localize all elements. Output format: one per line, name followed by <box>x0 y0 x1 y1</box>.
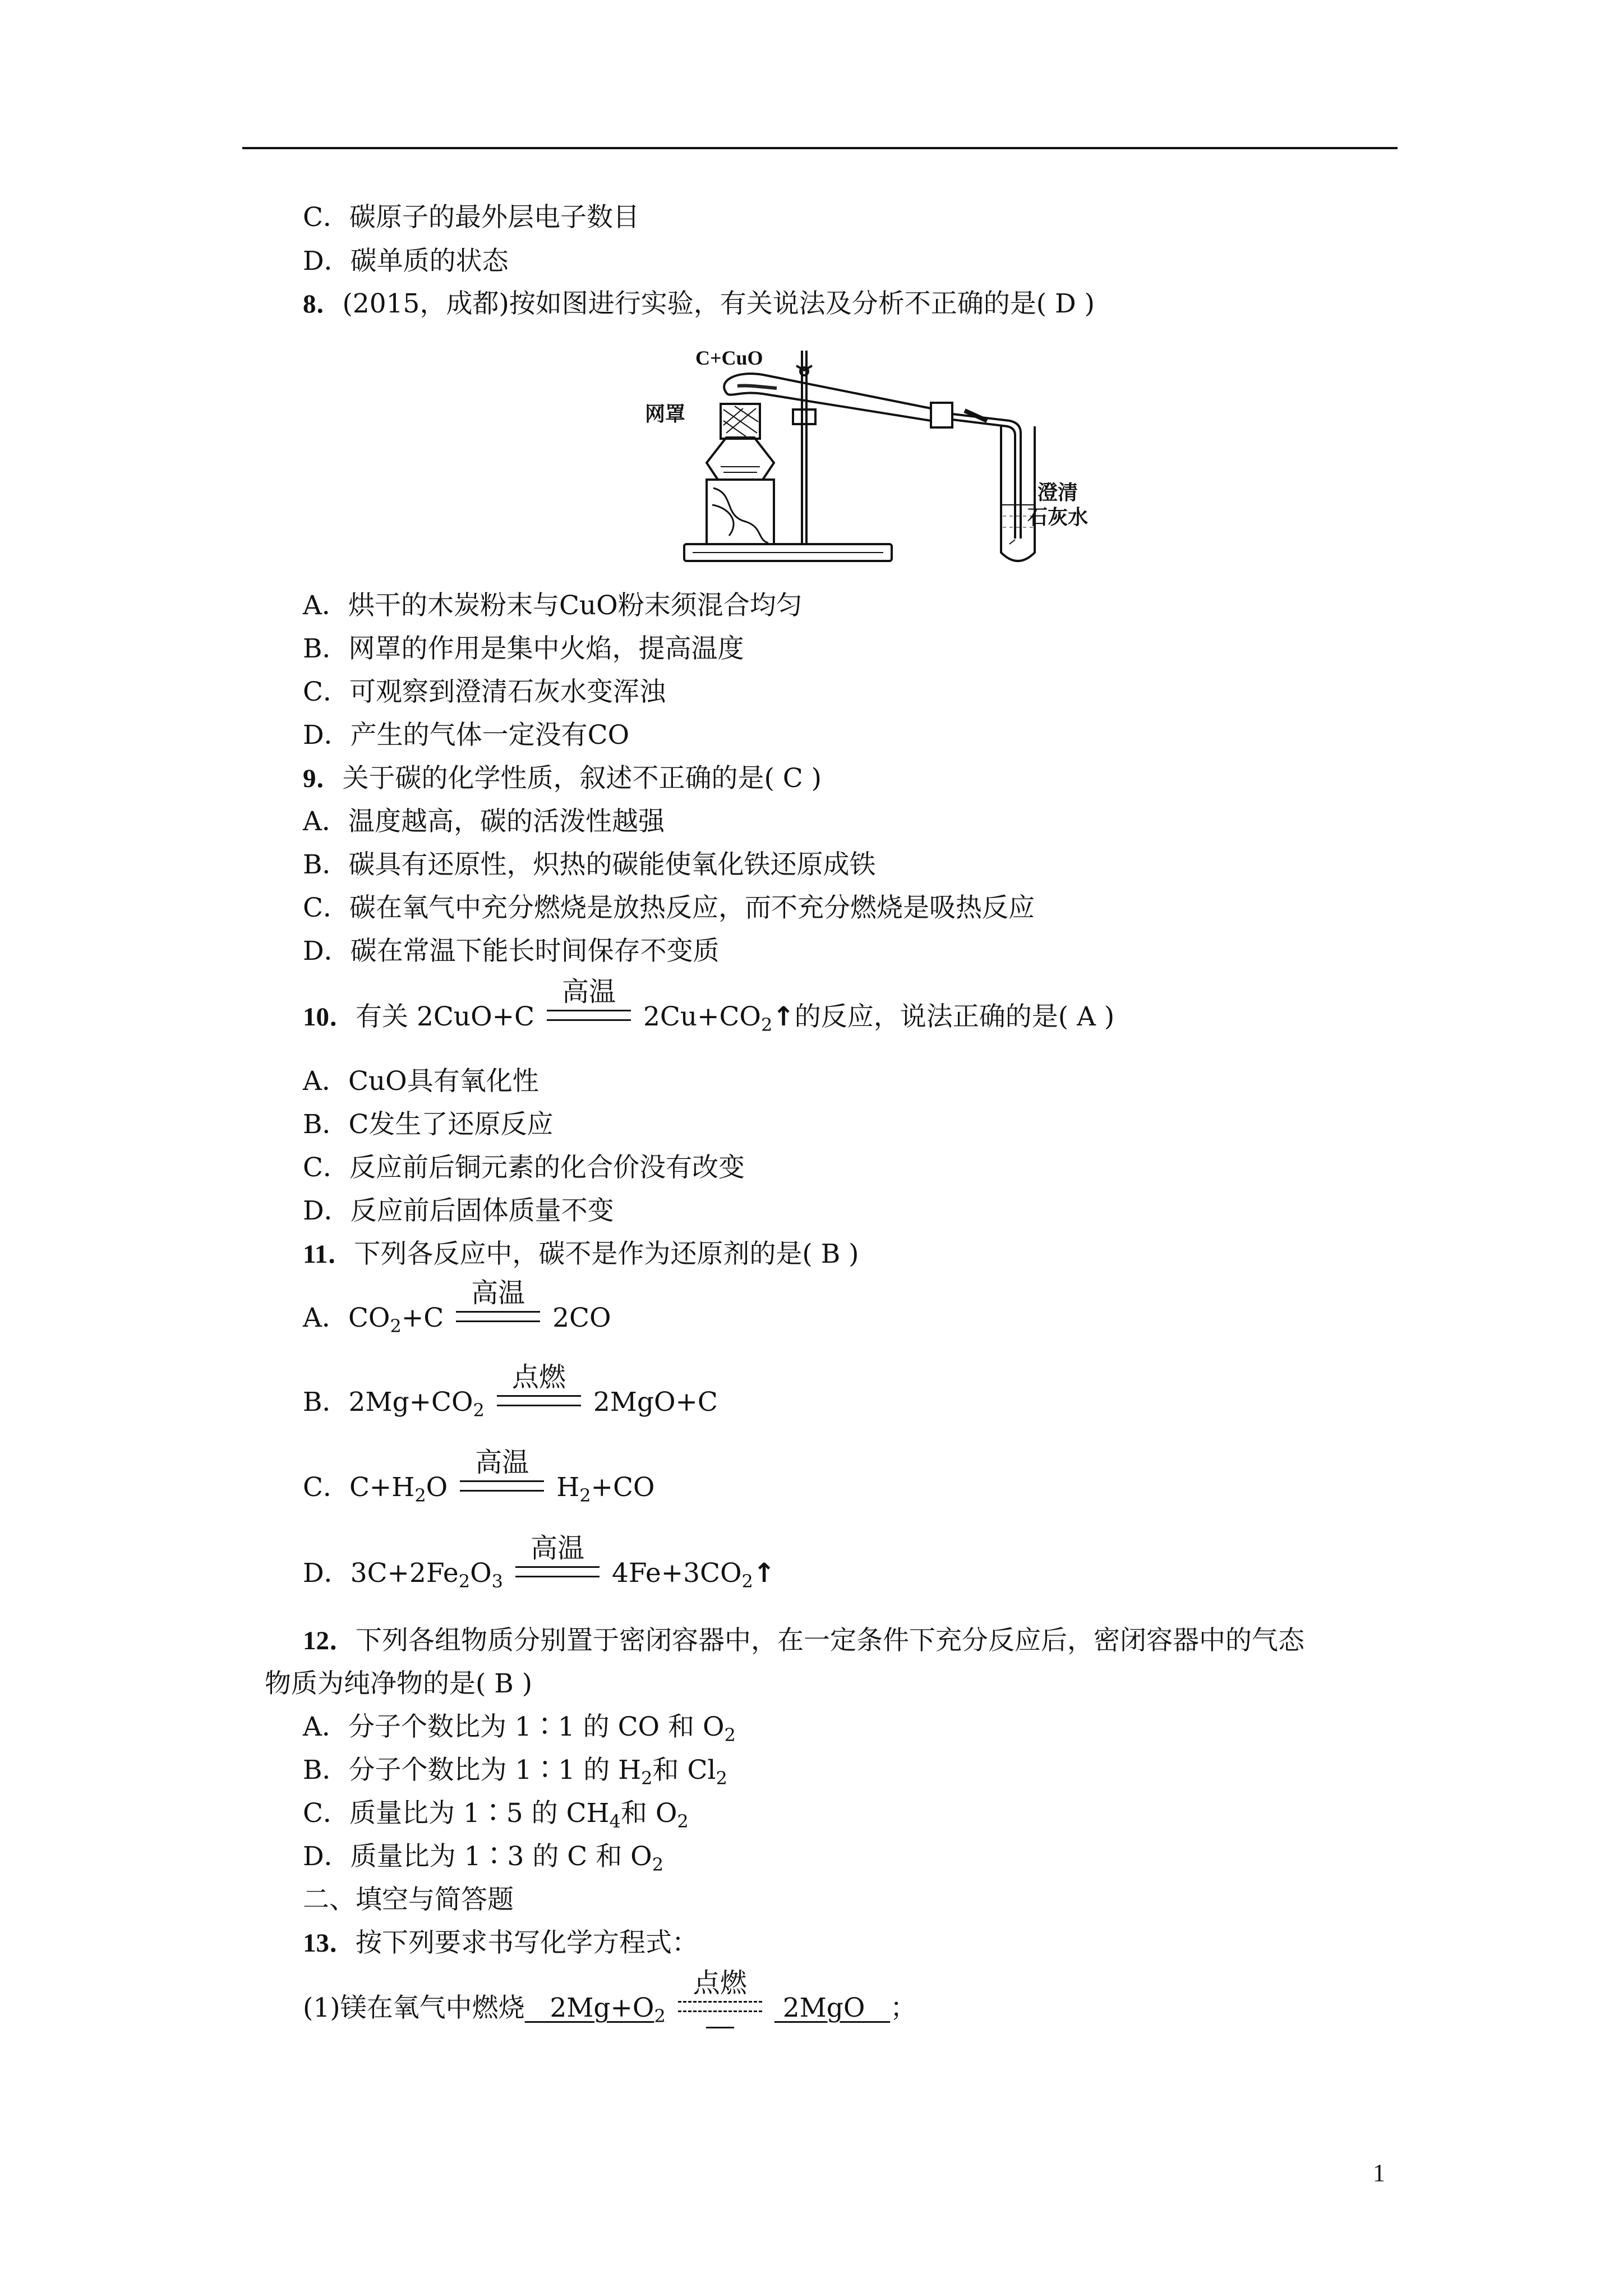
reaction-condition: 高温 <box>515 1566 600 1582</box>
q9-number: 9． <box>303 764 343 793</box>
q12-stem-line2: 物质为纯净物的是( B ) <box>265 1668 533 1699</box>
q11-stem <box>303 1237 859 1271</box>
q8-number: 8． <box>303 289 343 319</box>
q12-option-d: D．质量比为 1∶3 的 C 和 $O_2$ <box>303 1841 664 1875</box>
q9-option-b: B．碳具有还原性，炽热的碳能使氧化铁还原成铁 <box>303 849 876 880</box>
q10-option-d: D．反应前后固体质量不变 <box>303 1195 614 1226</box>
answer-blank: $2Mg+O_2$ 点燃 2MgO <box>525 1993 891 2023</box>
q12-option-a: A．分子个数比为 1∶1 的 CO 和 $O_2$ <box>303 1711 736 1746</box>
q13-part1: (1)镁在氧气中燃烧 $2Mg+O_2$ 点燃 2MgO ； <box>303 1991 916 2025</box>
q11-stem-text: 下列各反应中，碳不是作为还原剂的是( B ) <box>354 1239 859 1269</box>
q8-stem <box>303 287 1095 321</box>
gas-arrow-icon: ↑ <box>753 1558 776 1589</box>
q9-option-a: A．温度越高，碳的活泼性越强 <box>303 806 665 837</box>
q7-option-c: C．碳原子的最外层电子数目 <box>303 202 639 233</box>
q10-number: 10． <box>303 1002 356 1032</box>
reaction-condition: 高温 <box>460 1480 544 1496</box>
experiment-apparatus-figure <box>628 337 1089 572</box>
q13-stem: 13．按下列要求书写化学方程式： <box>303 1927 698 1958</box>
reaction-condition: 点燃 <box>678 2001 762 2017</box>
q11-option-c: C．$C+H_2O$ 高温 $H_2+CO$ <box>303 1447 655 1506</box>
q10-stem: 10．有关 2CuO+C 高温 $2Cu+CO_2↑$的反应，说法正确的是( A ) <box>303 976 1115 1036</box>
q11-number: 11． <box>303 1240 354 1269</box>
q8-stem-text: (2015，成都)按如图进行实验，有关说法及分析不正确的是( D ) <box>342 288 1095 319</box>
q9-stem-text: 关于碳的化学性质，叙述不正确的是( C ) <box>342 763 822 794</box>
q11-option-a: A．$CO_2+C$ 高温 2CO <box>303 1277 611 1337</box>
q8-option-d: D．产生的气体一定没有CO <box>303 720 630 751</box>
q9-stem <box>303 762 822 795</box>
page-number: 1 <box>1373 2159 1385 2187</box>
q10-option-c: C．反应前后铜元素的化合价没有改变 <box>303 1152 745 1183</box>
q8-option-c: C．可观察到澄清石灰水变浑浊 <box>303 677 666 707</box>
q8-option-b: B．网罩的作用是集中火焰，提高温度 <box>303 633 744 664</box>
label-limewater-2: 石灰水 <box>1027 506 1089 529</box>
section-heading: 二、填空与简答题 <box>303 1884 514 1915</box>
label-reactant: C+CuO <box>695 347 763 369</box>
q8-option-a: A．烘干的木炭粉末与CuO粉末须混合均匀 <box>303 590 803 621</box>
q12-option-b: B．分子个数比为 1∶1 的 $H_2$和 $Cl_2$ <box>303 1755 727 1789</box>
q12-stem-line1: 12．下列各组物质分别置于密闭容器中，在一定条件下充分反应后，密闭容器中的气态 <box>303 1625 1304 1656</box>
q7-option-d: D．碳单质的状态 <box>303 246 509 277</box>
q11-option-b: B．$2Mg+CO_2$ 点燃 2MgO+C <box>303 1361 718 1421</box>
header-rule <box>242 147 1398 149</box>
reaction-condition: 点燃 <box>497 1395 581 1411</box>
reaction-condition: 高温 <box>456 1311 540 1327</box>
q13-number: 13． <box>303 1929 356 1958</box>
reaction-condition: 高温 <box>547 1010 631 1025</box>
q12-option-c: C．质量比为 1∶5 的 $CH_4$和 $O_2$ <box>303 1798 689 1832</box>
q9-option-c: C．碳在氧气中充分燃烧是放热反应，而不充分燃烧是吸热反应 <box>303 892 1035 923</box>
q10-option-b: B．C发生了还原反应 <box>303 1109 554 1140</box>
q9-option-d: D．碳在常温下能长时间保存不变质 <box>303 936 720 967</box>
q10-option-a: A．CuO具有氧化性 <box>303 1066 539 1097</box>
q11-option-d: D．$3C+2Fe_2O_3$ 高温 $4Fe+3CO_2↑$ <box>303 1533 776 1592</box>
label-net: 网罩 <box>645 403 686 426</box>
label-limewater-1: 澄清 <box>1038 481 1078 504</box>
gas-arrow-icon: ↑ <box>772 1001 795 1032</box>
q12-number: 12． <box>303 1626 356 1655</box>
